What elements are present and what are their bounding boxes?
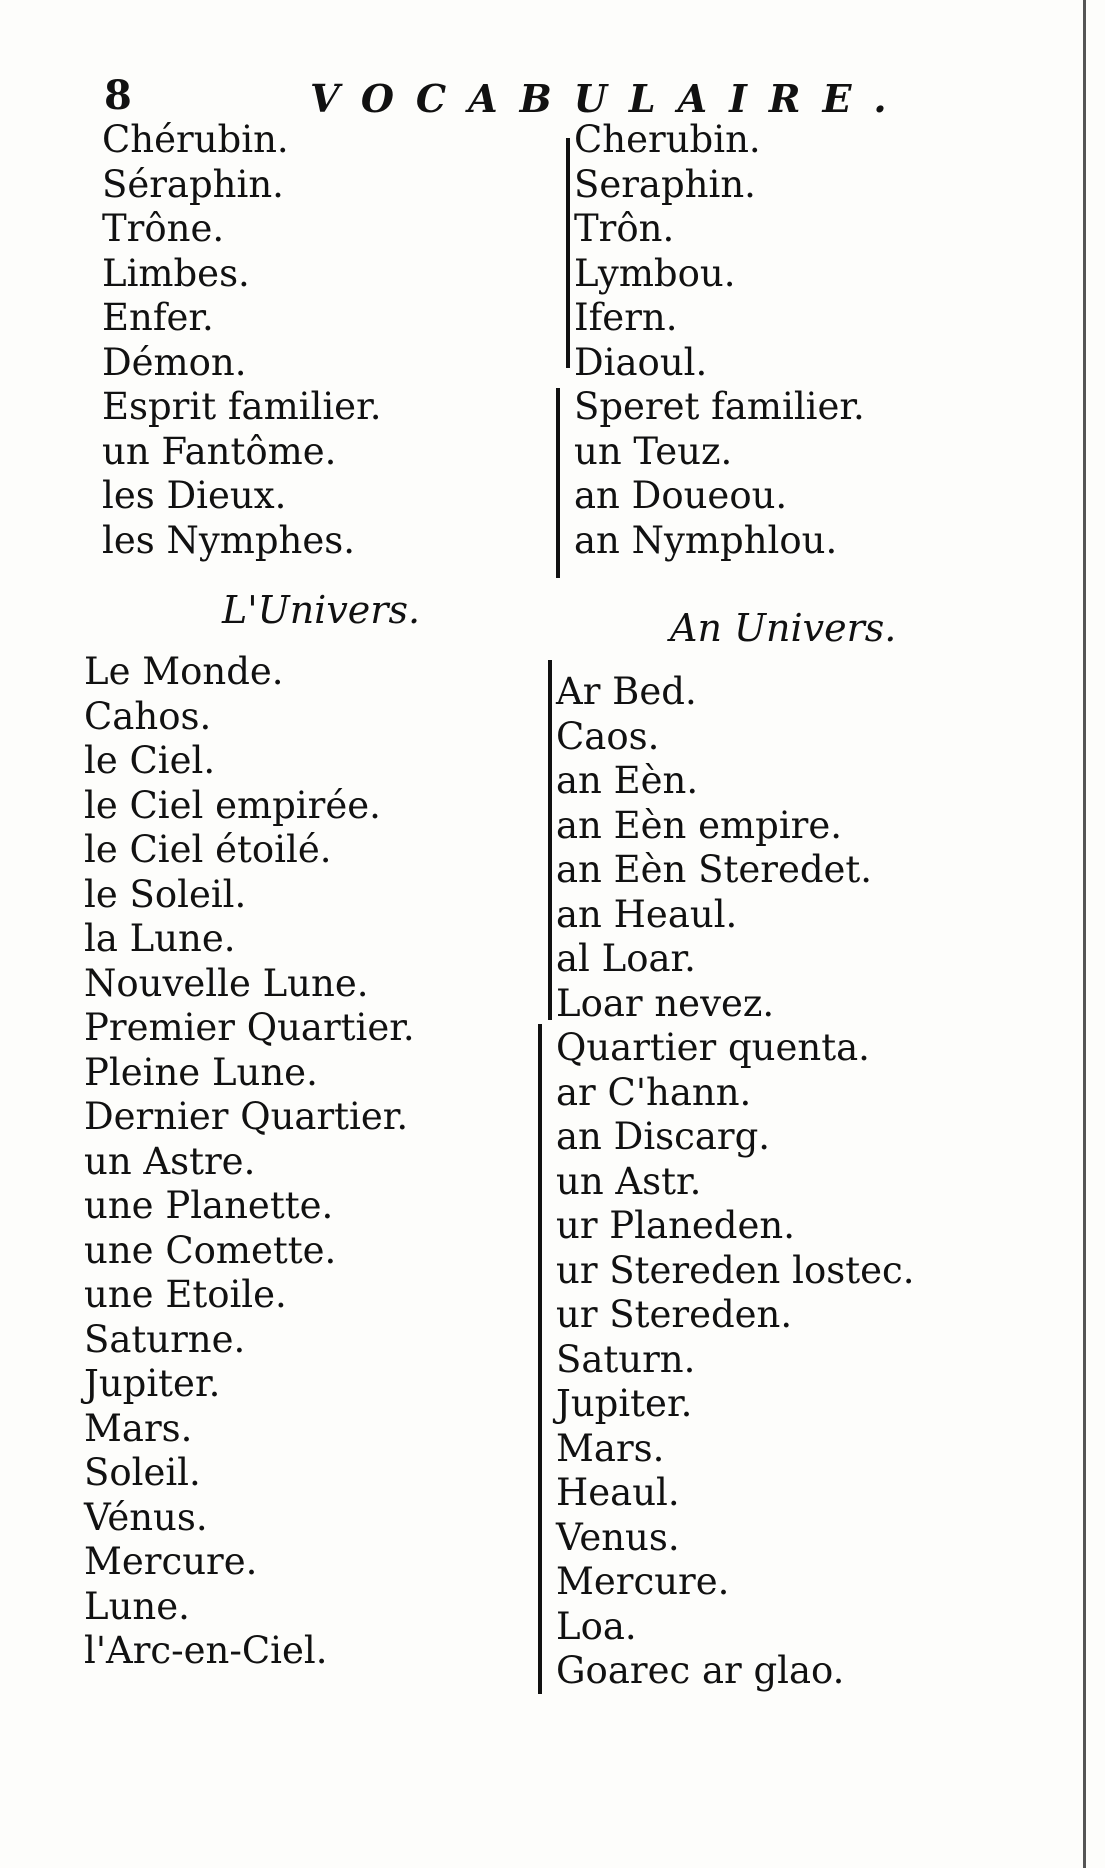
french-term: Soleil. [84,1451,201,1494]
breton-term: Heaul. [556,1471,680,1514]
breton-term: Seraphin. [574,162,756,206]
french-term: le Ciel étoilé. [84,828,332,871]
breton-term: Jupiter. [556,1382,693,1425]
french-term: le Soleil. [84,872,247,916]
french-term: Limbes. [102,251,250,295]
french-term: Trône. [102,207,225,250]
french-term: les Dieux. [102,474,287,517]
breton-list-celestial [574,118,865,563]
breton-term: Lymbou. [574,251,736,295]
breton-term: al Loar. [556,937,696,980]
french-term: Vénus. [84,1495,208,1539]
french-term: les Nymphes. [102,518,356,562]
breton-term: Ar Bed. [556,670,697,713]
breton-term: Mars. [556,1426,665,1470]
breton-term: an Doueou. [574,474,788,517]
french-term: Dernier Quartier. [84,1095,409,1138]
french-term: Mars. [84,1406,193,1450]
bracket-line [566,138,570,368]
breton-term: ur Planeden. [556,1204,795,1247]
breton-term: Caos. [556,714,660,758]
breton-term: un Astr. [556,1159,702,1203]
page-edge-line [1083,0,1086,1868]
breton-section-heading: An Univers. [670,606,897,650]
french-term: Séraphin. [102,162,284,206]
breton-term: Cherubin. [574,118,761,161]
bracket-line [538,1024,542,1694]
french-section-heading: L'Univers. [222,588,421,632]
breton-term: ar C'hann. [556,1070,752,1114]
breton-list-universe [556,670,915,1694]
french-term: Mercure. [84,1540,258,1583]
breton-term: Mercure. [556,1560,730,1603]
french-term: Cahos. [84,694,212,738]
french-term: une Comette. [84,1228,337,1272]
french-term: le Ciel empirée. [84,783,381,827]
breton-term: an Eèn. [556,759,699,802]
french-term: Démon. [102,340,247,384]
french-term: Esprit familier. [102,385,382,428]
breton-term: an Eèn Steredet. [556,848,873,891]
french-term: Nouvelle Lune. [84,961,369,1005]
breton-term: Quartier quenta. [556,1026,870,1069]
breton-term: Speret familier. [574,385,865,428]
french-term: l'Arc-en-Ciel. [84,1629,328,1672]
breton-term: Diaoul. [574,340,708,384]
breton-term: an Eèn empire. [556,803,842,847]
breton-term: Trôn. [574,207,675,250]
french-list-celestial [102,118,381,563]
breton-term: un Teuz. [574,429,733,473]
french-term: Premier Quartier. [84,1006,415,1049]
bracket-line [548,660,552,1020]
breton-term: Goarec ar glao. [556,1649,845,1692]
french-term: le Ciel. [84,739,216,782]
french-term: Saturne. [84,1317,246,1361]
french-term: une Etoile. [84,1273,287,1316]
french-list-universe [84,650,415,1674]
french-term: Lune. [84,1584,190,1628]
running-title: VOCABULAIRE. [310,76,909,121]
bracket-line [556,388,560,578]
breton-term: an Nymphlou. [574,518,838,562]
french-term: Jupiter. [84,1362,221,1405]
breton-term: Loar nevez. [556,981,775,1025]
breton-term: Saturn. [556,1337,696,1381]
french-term: la Lune. [84,917,236,960]
french-term: un Astre. [84,1139,256,1183]
page-number: 8 [104,72,132,119]
breton-term: Ifern. [574,296,678,339]
breton-term: Loa. [556,1604,637,1648]
breton-term: ur Stereden. [556,1293,793,1336]
french-term: Pleine Lune. [84,1050,318,1094]
french-term: une Planette. [84,1184,334,1227]
french-term: Enfer. [102,296,214,339]
french-term: un Fantôme. [102,429,337,473]
french-term: Chérubin. [102,118,289,161]
breton-term: an Heaul. [556,892,738,936]
french-term: Le Monde. [84,650,284,693]
breton-term: ur Stereden lostec. [556,1248,915,1292]
breton-term: an Discarg. [556,1115,771,1158]
breton-term: Venus. [556,1515,680,1559]
